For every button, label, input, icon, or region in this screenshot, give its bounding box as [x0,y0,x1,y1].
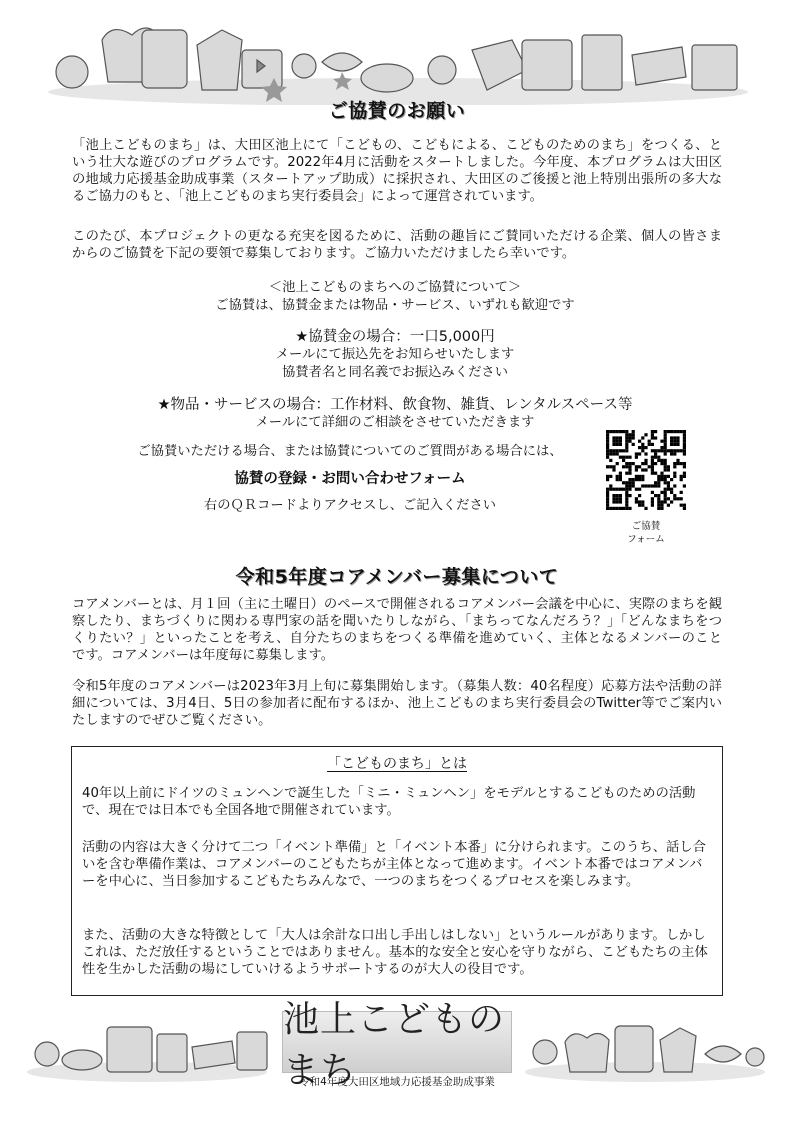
core-paragraph-2: 令和5年度のコアメンバーは2023年3月上旬に募集開始します。（募集人数：40名程度）応募方法や活動の詳細については、3月4日、5日の参加者に配布するほか、池上こどものまち実行委員会のTwitter等でご案内いたしますのでぜひご覧ください。 [72,679,722,728]
qr-code-area [606,430,686,546]
goods-line: メールにて詳細のご相談をさせていただきます [255,415,535,430]
intro-paragraph-1: 「池上こどものまち」は、大田区池上にて「こどもの、こどもによる、こどものためのまち」をつくる、という壮大な遊びのプログラムです。2022年4月に活動をスタートしました。今年度、本プログラムは大田区の地域力応援基金助成事業（スタートアップ助成）に採択され、大田区のご後援と池上特別出張所の多大なるご協力のもと、「池上こどものまち実行委員会」によって運営されています。 [72,138,722,204]
sponsor-money-block [60,328,730,382]
sponsor-heading-block [60,279,730,315]
kodomo-no-machi-info-box [71,746,723,996]
grant-footer-note: 令和4年度大田区地域力応援基金助成事業 [299,1076,495,1088]
qr-caption [606,520,686,546]
footer-illustration-left [22,1012,272,1084]
qr-code-icon[interactable] [606,430,686,510]
goods-title: ★物品・サービスの場合：工作材料、飲食物、雑貨、レンタルスペース等 [157,397,633,413]
info-paragraph-2: 活動の内容は大きく分けて二つ「イベント準備」と「イベント本番」に分けられます。このうち、話し合いを含む準備作業は、コアメンバーのこどもたちが主体となって進めます。イベント本番ではコアメンバーを中心に、当日参加するこどもたちみんなで、一つのまちをつくるプロセスを楽しみます。 [82,840,706,889]
sponsor-goods-block [60,396,730,432]
logo-text: 池上こどものまち [283,999,506,1091]
form-name: 協賛の登録・お問い合わせフォーム [234,471,466,487]
info-paragraph-1: 40年以上前にドイツのミュンヘンで誕生した「ミニ・ミュンヘン」をモデルとするこどものための活動で、現在では日本でも全国各地で開催されています。 [82,786,696,818]
footer-illustration-right [520,1012,770,1084]
qr-caption-line-1: ご協賛 [631,521,661,532]
qr-caption-line-2: フォーム [627,534,665,545]
info-box-title: 「こどものまち」とは [327,756,467,772]
sponsor-heading: ＜池上こどものまちへのご協賛について＞ [268,280,522,295]
core-member-title: 令和5年度コアメンバー募集について [235,566,559,588]
sponsor-subheading: ご協賛は、協賛金または物品・サービス、いずれも歓迎です [215,298,575,313]
top-illustration-banner [42,10,754,105]
contact-block [100,443,600,515]
money-line-2: 協賛者名と同名義でお振込みください [281,365,509,380]
info-paragraph-3: また、活動の大きな特徴として「大人は余計な口出し手出しはしない」というルールがあります。しかしこれは、ただ放任するということではありません。基本的な安全と安心を守りながら、こどもたちの主体性を生かした活動の場にしていけるようサポートするのが大人の役目です。 [82,928,708,977]
sponsorship-request-title: ご協賛のお願い [328,100,466,122]
core-paragraph-1: コアメンバーとは、月１回（主に土曜日）のペースで開催されるコアメンバー会議を中心に、実際のまちを観察したり、まちづくりに関わる専門家の話を聞いたりしながら、「まちってなんだろう？」「どんなまちをつくりたい？」といったことを考え、自分たちのまちをつくる準備を進めていく、主体となるメンバーのことです。コアメンバーは年度毎に募集します。 [72,597,722,663]
qr-instruction: 右のＱＲコードよりアクセスし、ご記入ください [203,498,497,513]
money-line-1: メールにて振込先をお知らせいたします [275,347,515,362]
money-title: ★協賛金の場合：一口5,000円 [295,329,495,345]
contact-intro: ご協賛いただける場合、または協賛についてのご質問がある場合には、 [137,444,563,459]
intro-paragraph-2: このたび、本プロジェクトの更なる充実を図るために、活動の趣旨にご賛同いただける企業、個人の皆さまからのご協賛を下記の要領で募集しております。ご協力いただけましたら幸いです。 [72,229,722,261]
